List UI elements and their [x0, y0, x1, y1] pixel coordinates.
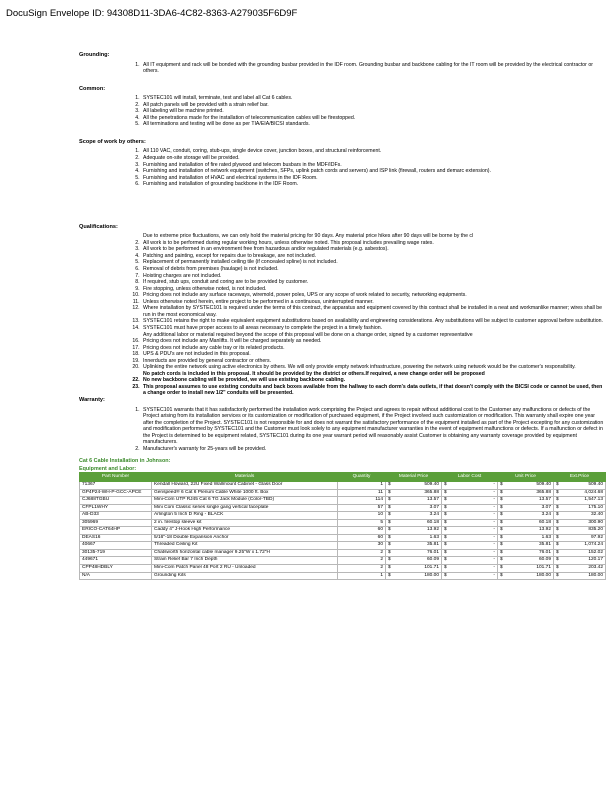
currency-symbol: $ — [500, 497, 503, 503]
amount: 300.90 — [588, 519, 603, 525]
material-price-cell — [386, 489, 442, 497]
labor-cost-cell — [442, 519, 498, 527]
part-number-cell: ERICO-CAT64HP — [80, 527, 152, 535]
currency-symbol: $ — [500, 572, 503, 578]
currency-symbol: $ — [500, 565, 503, 570]
part-number-cell: DEAS16 — [80, 534, 152, 542]
currency-symbol: $ — [388, 534, 391, 540]
amount: 365.88 — [424, 489, 439, 495]
ext-price-cell — [554, 549, 606, 557]
list-item: 22. No new backbone cabling will be provided, we will use existing backbone cabling. — [141, 377, 605, 384]
amount: 76.01 — [426, 549, 439, 555]
equipment-table — [79, 472, 606, 580]
labor-cost-cell — [442, 489, 498, 497]
table-row — [80, 572, 606, 580]
list-item: 8. If required, stub ups, conduit and coring are to be provided by customer. — [141, 279, 605, 286]
currency-symbol: $ — [444, 527, 447, 533]
currency-symbol: $ — [444, 489, 447, 495]
materials-cell: Mini Com Classic series single gang vertical faceplate — [152, 504, 338, 512]
material-price-cell — [386, 512, 442, 520]
labor-cost-cell — [442, 534, 498, 542]
labor-cost-cell — [442, 527, 498, 535]
amount: - — [493, 565, 495, 570]
amount: 97.92 — [590, 534, 603, 540]
unit-price-cell — [498, 489, 554, 497]
scope-list — [79, 148, 605, 187]
currency-symbol: $ — [444, 542, 447, 548]
grounding-list — [79, 62, 605, 75]
amount: 13.57 — [538, 497, 551, 503]
currency-symbol: $ — [556, 497, 559, 503]
amount: 3.07 — [429, 504, 439, 510]
table-row — [80, 512, 606, 520]
part-number-cell: GP4P24-WH-P-GCC-APCE — [80, 489, 152, 497]
labor-cost-cell — [442, 557, 498, 565]
section-title-scope: Scope of work by others: — [79, 138, 146, 145]
currency-symbol: $ — [388, 565, 391, 570]
list-item: 3. All labeling will be machine printed. — [141, 108, 605, 115]
list-item: 4. Furnishing and installation of network equipment (switches, SFPs, uplink patch cords and servers) and ISP link (firewall, routers and demarc extension). — [141, 168, 605, 175]
common-list — [79, 95, 605, 128]
material-price-cell — [386, 572, 442, 580]
amount: 13.92 — [538, 527, 551, 533]
amount: 835.20 — [588, 527, 603, 533]
amount: 509.40 — [536, 481, 551, 487]
unit-price-cell — [498, 572, 554, 580]
amount: 180.00 — [588, 572, 603, 578]
amount: - — [493, 481, 495, 487]
table-title: Cat 6 Cable Installation in Johnson: — [79, 458, 171, 465]
part-number-cell: N/A — [80, 572, 152, 580]
currency-symbol: $ — [444, 512, 447, 518]
part-number-cell: CFPL1WHY — [80, 504, 152, 512]
envelope-id: DocuSign Envelope ID: 94308D11-3DA6-4C82-8363-A279035F6D9F — [6, 8, 298, 19]
unit-price-cell — [498, 519, 554, 527]
quantity-cell: 2 — [338, 565, 386, 573]
list-item: 10. Pricing does not include any surface raceways, wiremold, power poles, UPS or any scope of work related to security, networking equipments. — [141, 292, 605, 299]
list-item: 1. All 110 VAC, conduit, coring, stub-ups, single device cover, junction boxes, and structural reinforcement. — [141, 148, 605, 155]
column-header: Unit Price — [498, 473, 554, 482]
amount: 35.81 — [538, 542, 551, 548]
part-number-cell: 40667 — [80, 542, 152, 550]
list-item: 3. Furnishing and installation of fire rated plywood and telecom busbars in the MDF/IDFs. — [141, 162, 605, 169]
part-number-cell: 449671 — [80, 557, 152, 565]
currency-symbol: $ — [500, 489, 503, 495]
amount: 32.40 — [590, 512, 603, 518]
materials-cell: Grounding Kits — [152, 572, 338, 580]
materials-cell: Caddy 4" J-Hook High Performance — [152, 527, 338, 535]
currency-symbol: $ — [444, 549, 447, 555]
unit-price-cell — [498, 504, 554, 512]
unit-price-cell — [498, 512, 554, 520]
column-header: Material Price — [386, 473, 442, 482]
quantity-cell: 1 — [338, 481, 386, 489]
ext-price-cell — [554, 504, 606, 512]
list-item: 5. Furnishing and installation of HVAC and electrical systems in the IDF Room. — [141, 175, 605, 182]
materials-cell: Mini-Com Patch Panel 48 Port 2 RU - Unloaded — [152, 565, 338, 573]
amount: - — [493, 512, 495, 518]
section-title-warranty: Warranty: — [79, 396, 105, 403]
quantity-cell: 57 — [338, 504, 386, 512]
materials-cell: Mini-Com UTP RJ45 Cat 6 TG Jack Module (Color-TBD) — [152, 497, 338, 505]
ext-price-cell — [554, 497, 606, 505]
list-item: 19. Innerducts are provided by general contractor or others. — [141, 358, 605, 365]
currency-symbol: $ — [500, 557, 503, 563]
list-item: 5. All terminations and testing will be done as per TIA/EIA/BICSI standards. — [141, 121, 605, 128]
currency-symbol: $ — [444, 497, 447, 503]
currency-symbol: $ — [556, 565, 559, 570]
part-number-cell: 30135-719 — [80, 549, 152, 557]
amount: 3.24 — [541, 512, 551, 518]
material-price-cell — [386, 565, 442, 573]
currency-symbol: $ — [444, 565, 447, 570]
amount: 120.17 — [588, 557, 603, 563]
list-item: 2. All work is to be performed during regular working hours, unless otherwise noted. This proposal includes prevailing wage rates. — [141, 240, 605, 247]
labor-cost-cell — [442, 565, 498, 573]
currency-symbol: $ — [500, 504, 503, 510]
currency-symbol: $ — [556, 534, 559, 540]
material-price-cell — [386, 549, 442, 557]
quantity-cell: 60 — [338, 527, 386, 535]
table-body — [80, 481, 606, 579]
table-row — [80, 549, 606, 557]
list-item: 17. Pricing does not include any cable tray or its related products. — [141, 345, 605, 352]
ext-price-cell — [554, 572, 606, 580]
currency-symbol: $ — [556, 489, 559, 495]
currency-symbol: $ — [388, 481, 391, 487]
currency-symbol: $ — [444, 534, 447, 540]
quantity-cell: 114 — [338, 497, 386, 505]
amount: - — [493, 504, 495, 510]
amount: 509.40 — [424, 481, 439, 487]
currency-symbol: $ — [444, 481, 447, 487]
currency-symbol: $ — [500, 534, 503, 540]
currency-symbol: $ — [500, 481, 503, 487]
material-price-cell — [386, 527, 442, 535]
column-header: Ext.Price — [554, 473, 606, 482]
unit-price-cell — [498, 565, 554, 573]
currency-symbol: $ — [444, 519, 447, 525]
section-title-grounding: Grounding: — [79, 52, 110, 58]
materials-cell: Kendall Howard, 22U Fixed Wallmount Cabinet - Glass Door — [152, 481, 338, 489]
amount: - — [493, 527, 495, 533]
currency-symbol: $ — [388, 549, 391, 555]
list-item: 1. All IT equipment and rack will be bonded with the grounding busbar provided in the IDF room. Grounding busbar and backbone cabling for the IT room will be provided by the electrical contractor or others. — [141, 62, 605, 75]
labor-cost-cell — [442, 481, 498, 489]
quantity-cell: 5 — [338, 519, 386, 527]
list-item: 14. SYSTEC101 must have proper access to all areas necessary to complete the project in a timely fashion. — [141, 325, 605, 332]
column-header: Materials — [152, 473, 338, 482]
currency-symbol: $ — [556, 549, 559, 555]
currency-symbol: $ — [388, 497, 391, 503]
currency-symbol: $ — [500, 549, 503, 555]
amount: 60.09 — [426, 557, 439, 563]
unit-price-cell — [498, 549, 554, 557]
table-header-row — [80, 473, 606, 482]
amount: 1.63 — [541, 534, 551, 540]
list-item: 2. Adequate on-site storage will be provided. — [141, 155, 605, 162]
amount: 152.02 — [588, 549, 603, 555]
list-item: 13. SYSTEC101 retains the right to make equivalent equipment substitutions based on availability and engineering considerations. Any substitutions will be subject to customer approval before substitution. — [141, 318, 605, 325]
ext-price-cell — [554, 565, 606, 573]
amount: - — [493, 572, 495, 578]
materials-cell: 2 in. firestop sleeve kit — [152, 519, 338, 527]
quantity-cell: 30 — [338, 542, 386, 550]
amount: 60.18 — [538, 519, 551, 525]
table-row — [80, 557, 606, 565]
currency-symbol: $ — [556, 557, 559, 563]
list-item: 16. Pricing does not include any Manlifts. It will be charged separately as needed. — [141, 338, 605, 345]
ext-price-cell — [554, 519, 606, 527]
quantity-cell: 2 — [338, 549, 386, 557]
column-header: Quantity — [338, 473, 386, 482]
currency-symbol: $ — [388, 504, 391, 510]
currency-symbol: $ — [388, 572, 391, 578]
labor-cost-cell — [442, 549, 498, 557]
warranty-list — [79, 407, 605, 453]
currency-symbol: $ — [556, 572, 559, 578]
amount: 3.07 — [541, 504, 551, 510]
labor-cost-cell — [442, 497, 498, 505]
unit-price-cell — [498, 557, 554, 565]
column-header: Part Number — [80, 473, 152, 482]
currency-symbol: $ — [500, 519, 503, 525]
list-item: 23. This proposal assumes to use existing conduits and back boxes available from the hallway to each dorm's data outlets, if that doesn't comply with the BICSI code or cannot be used, then a change order to install new 1/2" conduits will be presented. — [141, 384, 605, 397]
amount: 60.09 — [538, 557, 551, 563]
list-item: 9. Fire stopping, unless otherwise noted, is not included. — [141, 286, 605, 293]
list-item: 3. All work to be performed in an environment free from hazardous and/or regulated materials (e.g. asbestos). — [141, 246, 605, 253]
material-price-cell — [386, 504, 442, 512]
ext-price-cell — [554, 481, 606, 489]
amount: 1,074.24 — [584, 542, 603, 548]
amount: 1,547.13 — [584, 497, 603, 503]
materials-cell: Arlington 5 Inch D Ring - BLACK — [152, 512, 338, 520]
currency-symbol: $ — [444, 504, 447, 510]
part-number-cell: 305969 — [80, 519, 152, 527]
list-item: 12. Where installation by SYSTEC101 is required under the terms of this contract, the apparatus and equipment covered by this contract shall be installed in a neat and workmanlike manner; wires shall be run in the most economical way. — [141, 305, 605, 318]
table-row — [80, 489, 606, 497]
list-item: 4. Patching and painting, except for repairs due to breakage, are not included. — [141, 253, 605, 260]
quantity-cell: 2 — [338, 557, 386, 565]
materials-cell: 5/16"-18 Double Expansion Anchor — [152, 534, 338, 542]
materials-cell: Threaded Ceiling Kit — [152, 542, 338, 550]
amount: - — [493, 542, 495, 548]
table-row — [80, 527, 606, 535]
quantity-cell: 60 — [338, 534, 386, 542]
material-price-cell — [386, 534, 442, 542]
amount: 1.63 — [429, 534, 439, 540]
unit-price-cell — [498, 542, 554, 550]
ext-price-cell — [554, 512, 606, 520]
qualifications-list — [79, 233, 605, 397]
currency-symbol: $ — [500, 542, 503, 548]
currency-symbol: $ — [388, 519, 391, 525]
table-row — [80, 534, 606, 542]
amount: 101.71 — [424, 565, 439, 570]
material-price-cell — [386, 497, 442, 505]
amount: - — [493, 519, 495, 525]
list-item: 6. Removal of debris from premises (haulage) is not included. — [141, 266, 605, 273]
table-row — [80, 519, 606, 527]
labor-cost-cell — [442, 542, 498, 550]
currency-symbol: $ — [500, 512, 503, 518]
table-row — [80, 481, 606, 489]
material-price-cell — [386, 519, 442, 527]
list-item: 7. Hoisting charges are not included. — [141, 273, 605, 280]
currency-symbol: $ — [444, 572, 447, 578]
currency-symbol: $ — [388, 557, 391, 563]
list-item: 1. Due to extreme price fluctuations, we can only hold the material pricing for 90 days. Any material price hikes after 90 days will be borne by the cl — [141, 233, 605, 240]
list-item: 11. Unless otherwise noted herein, entire project to be performed in a continuous, uninterrupted manner. — [141, 299, 605, 306]
list-item: 6. Furnishing and installation of grounding backbone in the IDF Room. — [141, 181, 605, 188]
amount: - — [493, 534, 495, 540]
amount: 203.42 — [588, 565, 603, 570]
materials-cell: Chatsworth horizontal cable manager 9.25"W x 1.72"H — [152, 549, 338, 557]
material-price-cell — [386, 557, 442, 565]
ext-price-cell — [554, 542, 606, 550]
amount: 365.88 — [536, 489, 551, 495]
part-number-cell: AB-D33 — [80, 512, 152, 520]
quantity-cell: 10 — [338, 512, 386, 520]
currency-symbol: $ — [556, 527, 559, 533]
part-number-cell: CPP48HDBLY — [80, 565, 152, 573]
currency-symbol: $ — [388, 512, 391, 518]
currency-symbol: $ — [556, 519, 559, 525]
amount: 13.57 — [426, 497, 439, 503]
ext-price-cell — [554, 534, 606, 542]
materials-cell: Genspeed® 6 Cat 6 Plenum Cable White 1000 ft. Box — [152, 489, 338, 497]
list-item: 4. All the penetrations made for the installation of telecommunication cables will be firestopped. — [141, 115, 605, 122]
section-title-qualifications: Qualifications: — [79, 223, 118, 230]
currency-symbol: $ — [556, 481, 559, 487]
list-item: 20. Uplinking the entire network using active electronics by others. We will only provide empty network infrastructure, powering the network using network would be the customer's responsibility. — [141, 364, 605, 371]
amount: - — [493, 489, 495, 495]
quantity-cell: 11 — [338, 489, 386, 497]
unit-price-cell — [498, 527, 554, 535]
amount: 175.10 — [588, 504, 603, 510]
currency-symbol: $ — [500, 527, 503, 533]
list-item: 21. No patch cords is included in this proposal. It should be provided by the district or others.If required, a new change order will be proposed — [141, 371, 605, 378]
labor-cost-cell — [442, 512, 498, 520]
currency-symbol: $ — [556, 512, 559, 518]
list-item: 18. UPS & PDU's are not included in this proposal. — [141, 351, 605, 358]
amount: 13.92 — [426, 527, 439, 533]
table-row — [80, 504, 606, 512]
unit-price-cell — [498, 481, 554, 489]
list-item: 2. All patch panels will be provided with a strain relief bar. — [141, 102, 605, 109]
unit-price-cell — [498, 497, 554, 505]
column-header: Labor Cost — [442, 473, 498, 482]
document-body — [79, 52, 605, 580]
list-item: 15. Any additional labor or material required beyond the scope of this proposal will be done on a change order, signed by a customer representative — [141, 332, 605, 339]
currency-symbol: $ — [556, 542, 559, 548]
currency-symbol: $ — [556, 504, 559, 510]
amount: 35.81 — [426, 542, 439, 548]
ext-price-cell — [554, 557, 606, 565]
table-row — [80, 497, 606, 505]
amount: 509.40 — [588, 481, 603, 487]
labor-cost-cell — [442, 504, 498, 512]
amount: 180.00 — [424, 572, 439, 578]
table-row — [80, 542, 606, 550]
amount: - — [493, 557, 495, 563]
amount: 60.18 — [426, 519, 439, 525]
currency-symbol: $ — [388, 527, 391, 533]
table-row — [80, 565, 606, 573]
labor-cost-cell — [442, 572, 498, 580]
currency-symbol: $ — [388, 489, 391, 495]
amount: 101.71 — [536, 565, 551, 570]
list-item: 2. Manufacturer's warranty for 25-years will be provided. — [141, 446, 605, 453]
quantity-cell: 1 — [338, 572, 386, 580]
ext-price-cell — [554, 527, 606, 535]
amount: 3.24 — [429, 512, 439, 518]
part-number-cell: 71367 — [80, 481, 152, 489]
material-price-cell — [386, 481, 442, 489]
list-item: 5. Replacement of permanently installed ceiling tile (if concealed spline) is not included. — [141, 259, 605, 266]
list-item: 1. SYSTEC101 will install, terminate, test and label all Cat 6 cables. — [141, 95, 605, 102]
amount: - — [493, 497, 495, 503]
materials-cell: Strain Relief Bar 7 Inch Depth — [152, 557, 338, 565]
part-number-cell: CJ688TGBU — [80, 497, 152, 505]
list-item: 1. SYSTEC101 warrants that it has satisfactorily performed the installation work comprising the Project and agrees to repair without additional cost to the Customer any malfunctions or defects of the Project arising from its installation services or its customization or modification of purchased equipment, if the Project involved such customization or modification. This warranty shall expire one year after the completion of the Project. SYSTEC101 is not responsible for and does not warrant the satisfactory performance of the equipment installed as part of the Project excepting for any customization and modification performed by SYSTEC101 and the Customer must look solely to any equipment manufacturer warranties in the event of equipment malfunctions or defects. If a malfunction or defect in the Project is determined to be equipment related, SYSTEC101 during its one year warrant period will reasonably assist Customer is obtaining any warranty coverage provided by equipment manufacturers. — [141, 407, 605, 446]
section-title-common: Common: — [79, 85, 106, 92]
amount: - — [493, 549, 495, 555]
table-subtitle: Equipment and Labor: — [79, 465, 137, 472]
currency-symbol: $ — [388, 542, 391, 548]
ext-price-cell — [554, 489, 606, 497]
unit-price-cell — [498, 534, 554, 542]
amount: 180.00 — [536, 572, 551, 578]
material-price-cell — [386, 542, 442, 550]
amount: 4,024.68 — [584, 489, 603, 495]
currency-symbol: $ — [444, 557, 447, 563]
amount: 76.01 — [538, 549, 551, 555]
